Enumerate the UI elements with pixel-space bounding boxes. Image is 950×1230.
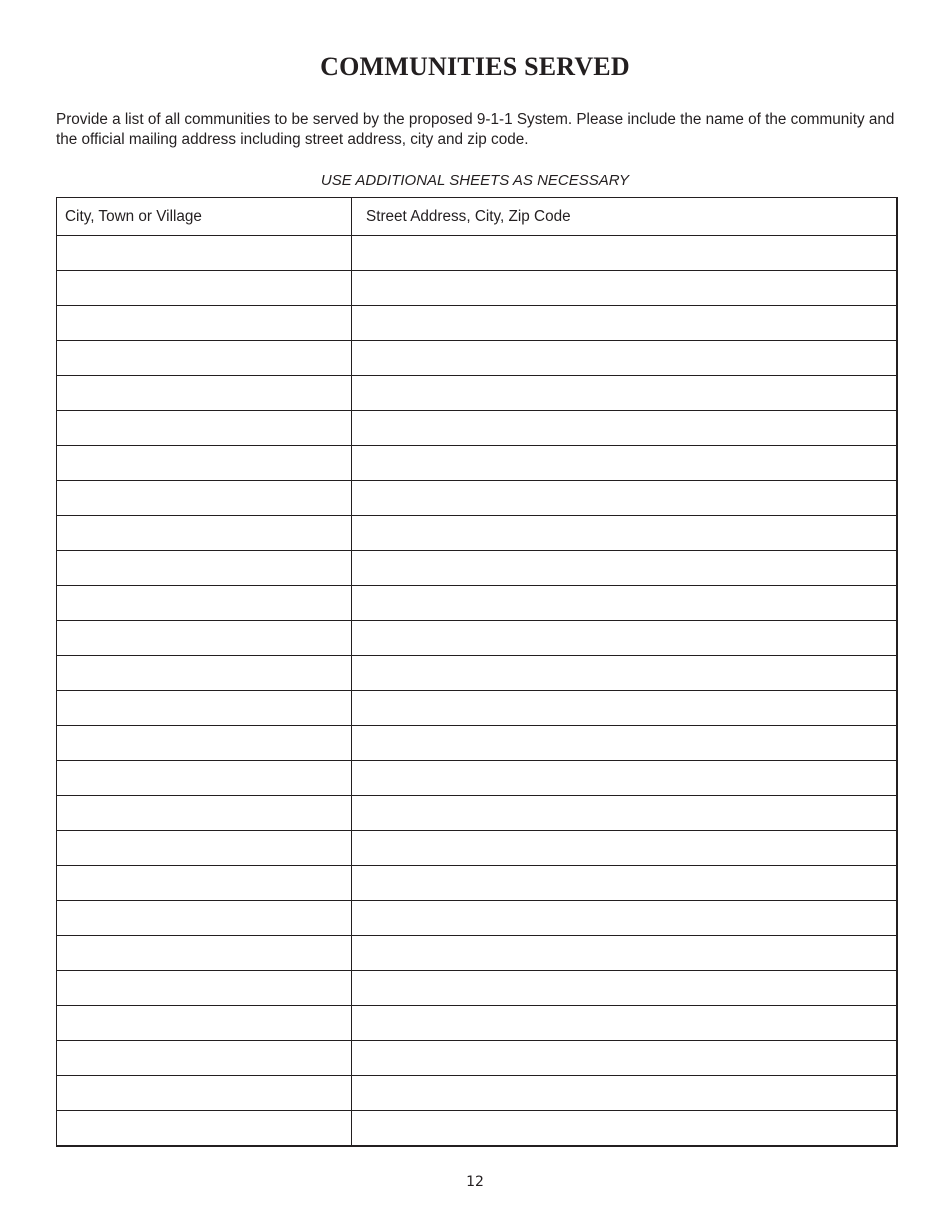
table-body (57, 236, 897, 1146)
mailing-address-cell[interactable] (352, 1041, 897, 1076)
table-row (57, 481, 897, 516)
table-row (57, 691, 897, 726)
table-row (57, 306, 897, 341)
mailing-address-cell[interactable] (352, 1076, 897, 1111)
table-row (57, 1111, 897, 1146)
community-name-cell[interactable] (57, 516, 352, 551)
communities-table (56, 197, 898, 1147)
mailing-address-cell[interactable] (352, 691, 897, 726)
table-row (57, 1041, 897, 1076)
community-name-cell[interactable] (57, 901, 352, 936)
table-row (57, 656, 897, 691)
mailing-address-cell[interactable] (352, 411, 897, 446)
mailing-address-cell[interactable] (352, 901, 897, 936)
mailing-address-cell[interactable] (352, 621, 897, 656)
community-name-cell[interactable] (57, 236, 352, 271)
additional-sheets-note: USE ADDITIONAL SHEETS AS NECESSARY (320, 172, 630, 189)
community-name-cell[interactable] (57, 796, 352, 831)
community-name-cell[interactable] (57, 691, 352, 726)
table-row (57, 341, 897, 376)
community-name-cell[interactable] (57, 586, 352, 621)
column-header-address: Street Address, City, Zip Code (352, 198, 897, 236)
table-row (57, 726, 897, 761)
table-row (57, 796, 897, 831)
community-name-cell[interactable] (57, 271, 352, 306)
mailing-address-cell[interactable] (352, 446, 897, 481)
table-row (57, 866, 897, 901)
community-name-cell[interactable] (57, 411, 352, 446)
table-row (57, 551, 897, 586)
mailing-address-cell[interactable] (352, 761, 897, 796)
community-name-cell[interactable] (57, 831, 352, 866)
table-row (57, 761, 897, 796)
mailing-address-cell[interactable] (352, 831, 897, 866)
community-name-cell[interactable] (57, 341, 352, 376)
mailing-address-cell[interactable] (352, 306, 897, 341)
table-row (57, 586, 897, 621)
mailing-address-cell[interactable] (352, 236, 897, 271)
community-name-cell[interactable] (57, 1111, 352, 1146)
mailing-address-cell[interactable] (352, 726, 897, 761)
community-name-cell[interactable] (57, 1041, 352, 1076)
community-name-cell[interactable] (57, 1006, 352, 1041)
community-name-cell[interactable] (57, 936, 352, 971)
community-name-cell[interactable] (57, 376, 352, 411)
table-row (57, 901, 897, 936)
page-title: COMMUNITIES SERVED (320, 52, 630, 81)
table-header-row (57, 198, 897, 236)
mailing-address-cell[interactable] (352, 271, 897, 306)
mailing-address-cell[interactable] (352, 866, 897, 901)
community-name-cell[interactable] (57, 866, 352, 901)
mailing-address-cell[interactable] (352, 656, 897, 691)
community-name-cell[interactable] (57, 656, 352, 691)
mailing-address-cell[interactable] (352, 796, 897, 831)
mailing-address-cell[interactable] (352, 551, 897, 586)
table-row (57, 376, 897, 411)
mailing-address-cell[interactable] (352, 341, 897, 376)
community-name-cell[interactable] (57, 481, 352, 516)
community-name-cell[interactable] (57, 726, 352, 761)
mailing-address-cell[interactable] (352, 516, 897, 551)
community-name-cell[interactable] (57, 621, 352, 656)
column-header-community: City, Town or Village (57, 198, 352, 236)
community-name-cell[interactable] (57, 551, 352, 586)
table-row (57, 236, 897, 271)
table-row (57, 516, 897, 551)
community-name-cell[interactable] (57, 306, 352, 341)
page-number: 12 (466, 1174, 484, 1190)
table-row (57, 1006, 897, 1041)
mailing-address-cell[interactable] (352, 376, 897, 411)
community-name-cell[interactable] (57, 761, 352, 796)
mailing-address-cell[interactable] (352, 971, 897, 1006)
mailing-address-cell[interactable] (352, 481, 897, 516)
table-row (57, 831, 897, 866)
mailing-address-cell[interactable] (352, 586, 897, 621)
table-row (57, 446, 897, 481)
instructions-text: Provide a list of all communities to be served by the proposed 9-1-1 System. Please include the name of the community and the official mailing address including street address, city and zip code. (56, 111, 895, 148)
table-row (57, 1076, 897, 1111)
table-row (57, 971, 897, 1006)
community-name-cell[interactable] (57, 971, 352, 1006)
community-name-cell[interactable] (57, 446, 352, 481)
mailing-address-cell[interactable] (352, 1111, 897, 1146)
mailing-address-cell[interactable] (352, 936, 897, 971)
community-name-cell[interactable] (57, 1076, 352, 1111)
table-row (57, 411, 897, 446)
mailing-address-cell[interactable] (352, 1006, 897, 1041)
table-row (57, 271, 897, 306)
table-row (57, 936, 897, 971)
table-row (57, 621, 897, 656)
